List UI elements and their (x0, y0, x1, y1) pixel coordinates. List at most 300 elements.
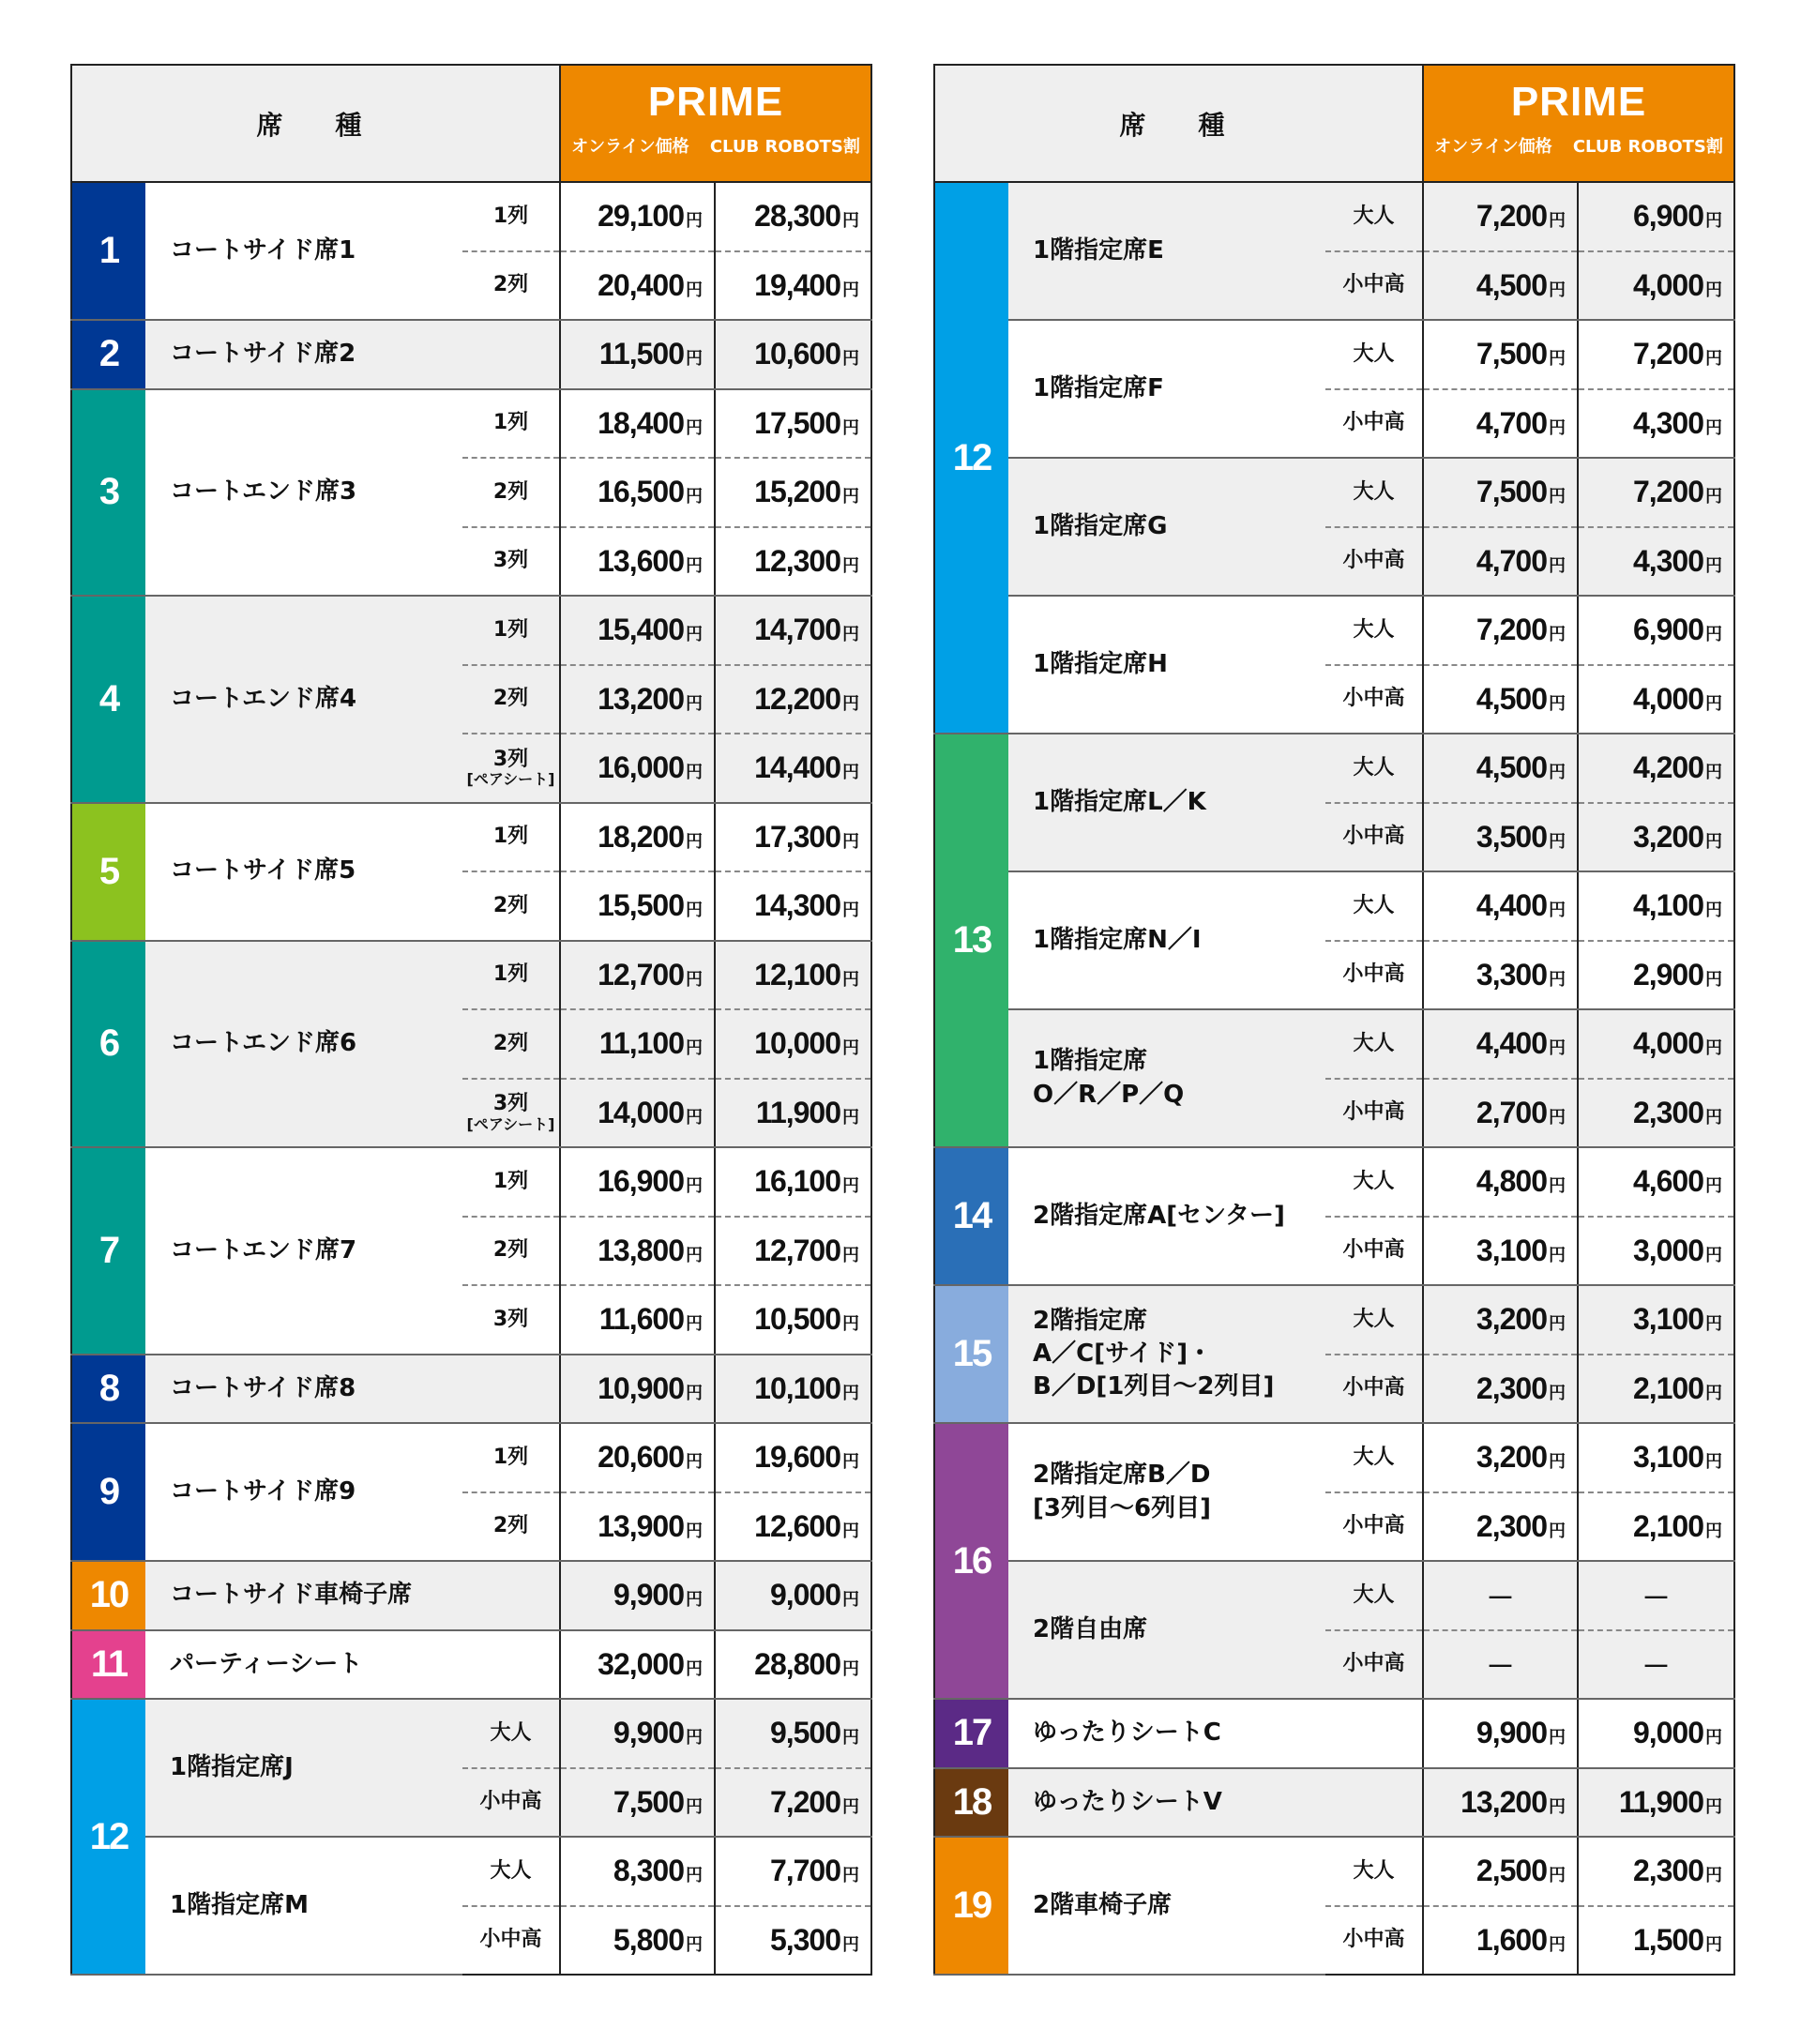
row-label (1325, 941, 1423, 1010)
price-value: 11,900 (1618, 1784, 1704, 1819)
yen-unit: 円 (686, 1866, 703, 1885)
price-value: 4,000 (1632, 681, 1704, 716)
seat-name-text: コートサイド車椅子席 (170, 1581, 413, 1610)
yen-unit: 円 (1705, 831, 1723, 851)
seat-number-badge (934, 1699, 1008, 1768)
table-row (71, 1423, 871, 1492)
row-label-text: 小中高 (1342, 1514, 1405, 1538)
online-price (1423, 871, 1578, 941)
seat-name-text: 1階指定席F (1033, 373, 1164, 402)
row-label-text: 小中高 (479, 1928, 542, 1952)
price-value: 7,500 (1476, 337, 1547, 371)
row-label (1325, 1561, 1423, 1630)
price-value: 7,200 (1476, 613, 1547, 647)
row-label-text: 大人 (1353, 755, 1395, 780)
price-value: 2,500 (1476, 1854, 1547, 1888)
yen-unit: 円 (842, 349, 860, 369)
row-note: [ペアシート] (466, 770, 555, 789)
yen-unit: 円 (1549, 211, 1566, 231)
price-value: 10,900 (598, 1370, 684, 1405)
online-price (560, 871, 715, 941)
table-row (71, 320, 871, 389)
seat-number-badge (934, 182, 1008, 734)
price-value: 16,100 (754, 1164, 841, 1199)
price-value: 7,700 (769, 1854, 841, 1888)
seat-number-badge (71, 596, 145, 803)
seat-name (1008, 1768, 1325, 1838)
row-label-text: 3列 (492, 1307, 529, 1331)
row-label-text: 1列 (492, 411, 529, 435)
table-row (934, 1423, 1734, 1492)
yen-unit: 円 (1549, 1934, 1566, 1954)
yen-unit: 円 (842, 901, 860, 920)
row-label-text: 3列 (492, 549, 529, 573)
seat-name (145, 941, 462, 1148)
yen-unit: 円 (686, 1314, 703, 1334)
row-label-text: 小中高 (1342, 1928, 1405, 1952)
club-price (1578, 734, 1734, 803)
price-value: 9,900 (1476, 1716, 1547, 1750)
price-value: 10,000 (754, 1026, 841, 1061)
yen-unit: 円 (686, 1796, 703, 1816)
row-label-text: 3列 (492, 747, 529, 771)
club-price (1578, 871, 1734, 941)
yen-unit: 円 (1705, 1107, 1723, 1127)
yen-unit: 円 (1549, 417, 1566, 437)
seat-name-text: 2階車椅子席 (1033, 1890, 1173, 1919)
row-label (462, 1079, 560, 1148)
club-price (1578, 803, 1734, 872)
yen-unit: 円 (1705, 417, 1723, 437)
seat-number-badge (71, 803, 145, 941)
price-value: 3,300 (1476, 957, 1547, 992)
price-value: 20,400 (598, 267, 684, 302)
price-value: 7,200 (1632, 337, 1704, 371)
seat-number: 16 (952, 1539, 991, 1582)
row-label-text: 大人 (490, 1858, 532, 1883)
club-price (1578, 1423, 1734, 1492)
price-value: 3,200 (1476, 1440, 1547, 1475)
row-label-text: 大人 (1353, 341, 1395, 366)
yen-unit: 円 (1705, 1452, 1723, 1472)
seat-name-text: ゆったりシートC (1033, 1718, 1221, 1748)
row-label (1325, 596, 1423, 665)
price-value: 2,700 (1476, 1095, 1547, 1129)
club-price (715, 1630, 871, 1700)
club-price (1578, 1492, 1734, 1562)
online-price (1423, 1630, 1578, 1700)
row-label-text: 2列 (492, 479, 529, 504)
price-value: 4,100 (1632, 888, 1704, 923)
club-price (715, 1837, 871, 1906)
seat-name-text: コートエンド席7 (170, 1235, 357, 1264)
price-value: － (1486, 1652, 1515, 1684)
yen-unit: 円 (1705, 763, 1723, 782)
row-label (1325, 871, 1423, 941)
seat-number-badge (71, 1355, 145, 1424)
yen-unit: 円 (842, 1314, 860, 1334)
seat-name-text: 1階指定席J (170, 1752, 294, 1781)
table-row (934, 1768, 1734, 1838)
yen-unit: 円 (686, 1038, 703, 1058)
seat-name (145, 1423, 462, 1561)
seat-name (1008, 1285, 1325, 1423)
price-value: 15,400 (598, 613, 684, 647)
price-value: 4,300 (1632, 405, 1704, 440)
seat-name-text: パーティーシート (170, 1649, 363, 1678)
yen-unit: 円 (1705, 1314, 1723, 1334)
row-label (1325, 1217, 1423, 1286)
table-row (934, 1561, 1734, 1630)
price-value: 16,900 (598, 1164, 684, 1199)
online-price (1423, 734, 1578, 803)
prime-title: PRIME (1510, 79, 1647, 125)
seat-number-badge (71, 941, 145, 1148)
online-price (1423, 1285, 1578, 1355)
online-price (1423, 1355, 1578, 1424)
seat-name (1008, 1009, 1325, 1147)
row-label (462, 1561, 560, 1630)
price-value: 28,800 (754, 1646, 841, 1681)
seat-number-badge (934, 1423, 1008, 1699)
yen-unit: 円 (842, 1934, 860, 1954)
online-price (1423, 527, 1578, 597)
yen-unit: 円 (842, 280, 860, 299)
table-row (71, 1561, 871, 1630)
price-value: 12,700 (754, 1233, 841, 1267)
club-price (715, 1768, 871, 1838)
online-price (560, 1492, 715, 1562)
table-row (71, 941, 871, 1010)
row-label (462, 527, 560, 597)
yen-unit: 円 (842, 417, 860, 437)
price-value: 8,300 (613, 1854, 684, 1888)
price-value: 19,600 (754, 1440, 841, 1475)
seat-name (145, 1355, 462, 1424)
table-row (934, 320, 1734, 389)
club-price (1578, 1009, 1734, 1079)
price-value: 11,100 (598, 1026, 684, 1061)
online-price (560, 389, 715, 459)
price-value: 4,700 (1476, 405, 1547, 440)
price-value: 13,600 (598, 543, 684, 578)
yen-unit: 円 (686, 901, 703, 920)
row-label-text: 大人 (1353, 893, 1395, 917)
online-price (1423, 1423, 1578, 1492)
row-label (1325, 1837, 1423, 1906)
row-label (1325, 1147, 1423, 1217)
yen-unit: 円 (842, 625, 860, 644)
yen-unit: 円 (1705, 1866, 1723, 1885)
row-label-text: 1列 (492, 204, 529, 228)
yen-unit: 円 (1549, 349, 1566, 369)
online-price (560, 1355, 715, 1424)
seat-name-text: 1階指定席L／K (1033, 787, 1206, 816)
price-value: 6,900 (1632, 199, 1704, 234)
online-price (1423, 320, 1578, 389)
row-label (462, 1837, 560, 1906)
club-price (715, 527, 871, 597)
yen-unit: 円 (842, 1658, 860, 1678)
prime-header (1423, 65, 1734, 182)
row-label (462, 1217, 560, 1286)
online-price (560, 527, 715, 597)
row-label (1325, 1492, 1423, 1562)
seat-name (1008, 320, 1325, 458)
row-label-text: 小中高 (1342, 411, 1405, 435)
club-price (715, 1699, 871, 1768)
table-row (71, 1837, 871, 1906)
yen-unit: 円 (842, 763, 860, 782)
price-value: 7,200 (1632, 475, 1704, 509)
yen-unit: 円 (1705, 1176, 1723, 1196)
yen-unit: 円 (1705, 1521, 1723, 1540)
yen-unit: 円 (1549, 1521, 1566, 1540)
table-row (934, 1285, 1734, 1355)
row-label (462, 389, 560, 459)
seat-number: 15 (952, 1333, 991, 1374)
yen-unit: 円 (842, 1107, 860, 1127)
seat-name-text: 1階指定席M (170, 1890, 309, 1919)
row-label (462, 803, 560, 872)
price-value: 12,200 (754, 681, 841, 716)
online-price (1423, 941, 1578, 1010)
row-label-text: 大人 (490, 1720, 532, 1745)
price-value: 4,400 (1476, 888, 1547, 923)
yen-unit: 円 (1705, 211, 1723, 231)
club-price (715, 1079, 871, 1148)
yen-unit: 円 (686, 1658, 703, 1678)
yen-unit: 円 (686, 1452, 703, 1472)
seat-number-badge (934, 734, 1008, 1147)
row-label-text: 小中高 (1342, 273, 1405, 297)
row-label-text: 小中高 (1342, 1376, 1405, 1401)
seat-number: 5 (98, 850, 119, 892)
seat-name-text: ゆったりシートV (1033, 1787, 1222, 1816)
yen-unit: 円 (686, 1521, 703, 1540)
yen-unit: 円 (842, 1176, 860, 1196)
online-price (560, 1009, 715, 1079)
online-price (560, 182, 715, 251)
online-price (1423, 182, 1578, 251)
price-value: － (1642, 1652, 1671, 1684)
club-price (715, 665, 871, 734)
table-row (934, 458, 1734, 527)
yen-unit: 円 (1705, 901, 1723, 920)
row-label (1325, 251, 1423, 321)
seat-name-text: 1階指定席 O／R／P／Q (1033, 1047, 1185, 1109)
yen-unit: 円 (842, 1796, 860, 1816)
club-price (1578, 941, 1734, 1010)
yen-unit: 円 (1705, 1796, 1723, 1816)
yen-unit: 円 (1705, 1383, 1723, 1402)
online-price (1423, 1147, 1578, 1217)
row-label (462, 1699, 560, 1768)
club-price (715, 596, 871, 665)
seat-number-badge (71, 1630, 145, 1700)
yen-unit: 円 (1705, 1728, 1723, 1748)
table-row (71, 182, 871, 251)
price-value: － (1642, 1582, 1671, 1614)
club-price (1578, 596, 1734, 665)
yen-unit: 円 (842, 1728, 860, 1748)
yen-unit: 円 (686, 1107, 703, 1127)
price-value: 7,500 (613, 1784, 684, 1819)
price-value: 2,300 (1632, 1854, 1704, 1888)
seat-name-text: コートサイド席5 (170, 856, 356, 886)
yen-unit: 円 (686, 763, 703, 782)
club-price (1578, 1147, 1734, 1217)
row-label-text: 大人 (1353, 1582, 1395, 1607)
seat-name (145, 389, 462, 597)
online-price (560, 803, 715, 872)
seat-number: 6 (98, 1022, 119, 1065)
table-row (934, 596, 1734, 665)
row-label-text: 1列 (492, 1169, 529, 1193)
row-label (462, 1285, 560, 1355)
table-row (71, 596, 871, 665)
yen-unit: 円 (842, 1866, 860, 1885)
row-label (462, 1906, 560, 1976)
yen-unit: 円 (686, 417, 703, 437)
club-price (1578, 251, 1734, 321)
price-value: 7,500 (1476, 475, 1547, 509)
row-label-text: 小中高 (1342, 1238, 1405, 1263)
online-price (560, 458, 715, 527)
club-price (715, 1561, 871, 1630)
price-value: 12,700 (598, 957, 684, 992)
online-price (560, 1285, 715, 1355)
row-label-text: 2列 (492, 273, 529, 297)
club-price (1578, 182, 1734, 251)
yen-unit: 円 (1549, 1796, 1566, 1816)
club-price (715, 1906, 871, 1976)
yen-unit: 円 (842, 1521, 860, 1540)
price-value: 9,000 (1632, 1716, 1704, 1750)
seat-number-badge (71, 182, 145, 320)
row-label-text: 小中高 (479, 1790, 542, 1814)
seat-name (1008, 1561, 1325, 1699)
price-value: 19,400 (754, 267, 841, 302)
club-price (1578, 665, 1734, 734)
table-row (71, 1355, 871, 1424)
online-price (1423, 665, 1578, 734)
seat-number-badge (71, 1699, 145, 1975)
price-value: 17,500 (754, 405, 841, 440)
seat-name-text: 1階指定席G (1033, 511, 1168, 540)
row-label-text: 大人 (1353, 204, 1395, 228)
online-price (560, 1423, 715, 1492)
seat-name (145, 320, 462, 389)
price-value: 13,900 (598, 1508, 684, 1543)
prime-subheaders (1424, 133, 1733, 158)
seat-number: 2 (98, 333, 119, 375)
price-value: 4,400 (1476, 1026, 1547, 1061)
yen-unit: 円 (1549, 1452, 1566, 1472)
price-value: 13,200 (1460, 1784, 1547, 1819)
online-price (560, 734, 715, 803)
yen-unit: 円 (1705, 625, 1723, 644)
price-value: 12,300 (754, 543, 841, 578)
yen-unit: 円 (842, 1590, 860, 1610)
row-label-text: 2列 (492, 1031, 529, 1055)
yen-unit: 円 (686, 1728, 703, 1748)
online-price (1423, 803, 1578, 872)
yen-unit: 円 (686, 280, 703, 299)
seat-number-badge (934, 1285, 1008, 1423)
yen-unit: 円 (1549, 693, 1566, 713)
seat-number: 19 (952, 1885, 991, 1926)
price-value: 9,500 (769, 1716, 841, 1750)
yen-unit: 円 (1549, 1314, 1566, 1334)
row-label-text: 1列 (492, 617, 529, 642)
seat-name (145, 803, 462, 941)
price-value: 11,900 (755, 1095, 841, 1129)
price-value: 16,500 (598, 475, 684, 509)
online-price (1423, 596, 1578, 665)
seat-name (1008, 734, 1325, 871)
price-value: 6,900 (1632, 613, 1704, 647)
table-row (934, 1837, 1734, 1906)
club-price (715, 1217, 871, 1286)
price-value: 29,100 (598, 199, 684, 234)
seat-name-text: 2階指定席B／D [3列目～6列目] (1033, 1461, 1211, 1522)
price-value: 14,000 (598, 1095, 684, 1129)
club-price (1578, 1906, 1734, 1976)
row-label (462, 1147, 560, 1217)
seat-number-badge (71, 1423, 145, 1561)
online-price (560, 1906, 715, 1976)
club-price (1578, 527, 1734, 597)
row-label-text: 大人 (1353, 1858, 1395, 1883)
club-price (715, 1492, 871, 1562)
online-price (560, 1768, 715, 1838)
yen-unit: 円 (1705, 1038, 1723, 1058)
price-value: 5,300 (769, 1922, 841, 1957)
price-value: 2,100 (1632, 1508, 1704, 1543)
price-value: 9,000 (769, 1578, 841, 1612)
yen-unit: 円 (1549, 280, 1566, 299)
price-value: 3,100 (1632, 1302, 1704, 1337)
seat-number: 9 (98, 1471, 119, 1512)
price-value: 32,000 (598, 1646, 684, 1681)
price-value: 14,300 (754, 888, 841, 923)
row-label (462, 1009, 560, 1079)
yen-unit: 円 (686, 969, 703, 989)
seat-name (1008, 182, 1325, 320)
price-table (70, 64, 872, 1976)
seat-number: 12 (89, 1815, 129, 1857)
seat-number: 1 (98, 230, 119, 271)
club-price (715, 941, 871, 1010)
seat-name-text: 2階自由席 (1033, 1614, 1148, 1643)
seat-name-text: 1階指定席N／I (1033, 925, 1202, 954)
seat-name (145, 1837, 462, 1975)
price-value: 3,200 (1632, 819, 1704, 854)
club-price (715, 389, 871, 459)
prime-subheaders (561, 133, 870, 158)
row-label (1325, 1768, 1423, 1838)
price-value: 17,300 (754, 819, 841, 854)
online-price (1423, 1009, 1578, 1079)
price-value: 10,600 (754, 337, 841, 371)
club-price (1578, 1837, 1734, 1906)
seat-name-text: 1階指定席H (1033, 649, 1168, 678)
club-price (1578, 320, 1734, 389)
header-row (71, 65, 871, 182)
online-price (560, 320, 715, 389)
row-label-text: 小中高 (1342, 687, 1405, 711)
